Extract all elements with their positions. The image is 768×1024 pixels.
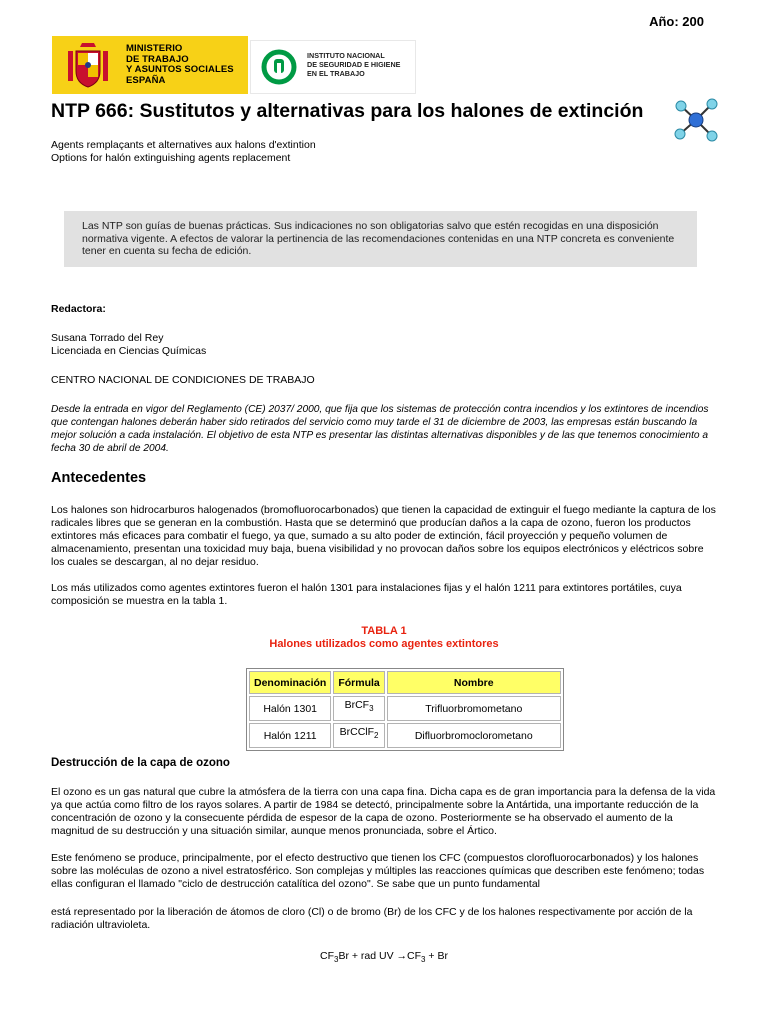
- insht-line-3: EN EL TRABAJO: [307, 69, 365, 78]
- eq-a: CF: [320, 950, 335, 962]
- ministry-line-3: Y ASUNTOS SOCIALES: [126, 64, 234, 75]
- subtitle-french: Agents remplaçants et alternatives aux halons d'extintion: [51, 139, 316, 151]
- formula-base: BrCF: [344, 699, 370, 711]
- author-heading: Redactora:: [51, 303, 106, 315]
- insht-line-1: INSTITUTO NACIONAL: [307, 51, 385, 60]
- insht-line-2: DE SEGURIDAD E HIGIENE: [307, 60, 401, 69]
- document-title: NTP 666: Sustitutos y alternativas para los halones de extinción: [51, 100, 644, 122]
- insht-mark-icon: [261, 49, 297, 85]
- reaction-equation: [0, 950, 768, 964]
- table-row: [249, 723, 561, 748]
- ntp-notice-box: Las NTP son guías de buenas prácticas. Sus indicaciones no son obligatorias salvo que estén recogidas en una disposición normativa vigente. A efectos de valorar la pertinencia de las recomendaciones contenidas en una NTP concreta es conveniente tener en cuenta su fecha de edición.: [64, 211, 697, 267]
- table-cell-denominacion: Halón 1301: [249, 696, 331, 721]
- author-center: CENTRO NACIONAL DE CONDICIONES DE TRABAJO: [51, 374, 315, 386]
- paragraph-antecedentes-1: Los halones son hidrocarburos halogenados (bromofluorocarbonados) que tienen la capacidad de extinguir el fuego mediante la captura de los radicales libres que se generan en la combustión. Hasta que se determinó que producían daños a la capa de ozono, fueron los productos extintores más eficaces para combatir el fuego, ya que, sumado a su alto poder de extinción, fácil proyección y pequeño volumen de almacenamiento, presentan una toxicidad muy baja, buena visibilidad y no provocan daños sobre los equipos electrónicos y eléctricos sobre los cuales se descargan, al no dejar residuo.: [51, 504, 716, 568]
- alternate-titles: [51, 139, 316, 165]
- formula-base: BrCClF: [339, 726, 375, 738]
- eq-a-sub: 3: [334, 955, 339, 965]
- year-label: Año: 200: [649, 14, 704, 29]
- formula-subscript: 2: [374, 731, 379, 741]
- table-header-nombre: Nombre: [387, 671, 561, 694]
- paragraph-ozono-2: Este fenómeno se produce, principalmente, por el efecto destructivo que tienen los CFC (compuestos clorofluorocarbonados) y los halones sobre las moléculas de ozono a nivel estratosférico. Son complejas y múltiples las reacciones químicas que describen este fenómeno; todas ellas configuran el llamado "ciclo de destrucción catalítica del ozono". Se sabe que un punto fundamental: [51, 852, 705, 890]
- paragraph-ozono-3: está representado por la liberación de átomos de cloro (Cl) o de bromo (Br) de los CFC y de los halones respectivamente por acción de la radiación ultravioleta.: [51, 906, 693, 931]
- formula-subscript: 3: [369, 704, 374, 714]
- heading-antecedentes: Antecedentes: [51, 470, 147, 486]
- ministry-line-4: ESPAÑA: [126, 74, 166, 86]
- table-subcaption: Halones utilizados como agentes extintores: [269, 638, 499, 650]
- table-cell-nombre: Trifluorbromometano: [387, 696, 561, 721]
- ministry-logo: [52, 36, 248, 94]
- table-header-row: [249, 671, 561, 694]
- heading-ozono: Destrucción de la capa de ozono: [51, 757, 230, 769]
- author-role: Licenciada en Ciencias Químicas: [51, 345, 207, 357]
- eq-c-sub: 3: [421, 955, 426, 965]
- abstract: Desde la entrada en vigor del Reglamento (CE) 2037/ 2000, que fija que los sistemas de protección contra incendios y los extintores de incendios que contengan halones deberán haber sido retirados del servicio como muy tarde el 31 de diciembre de 2003, las empresas están buscando la mejor solución a cada instalación. El objetivo de esta NTP es presentar las distintas alternativas disponibles y de las que tenemos conocimiento a fecha 30 de abril de 2004.: [51, 404, 709, 454]
- table-cell-formula: [333, 723, 384, 748]
- table-cell-formula: [333, 696, 384, 721]
- molecule-icon: [672, 96, 720, 144]
- table-header-formula: Fórmula: [333, 671, 384, 694]
- table-caption: TABLA 1: [361, 625, 407, 637]
- table-cell-denominacion: Halón 1211: [249, 723, 331, 748]
- eq-b: Br + rad UV: [338, 950, 397, 962]
- insht-logo: [250, 40, 416, 94]
- eq-c: CF: [407, 950, 422, 962]
- paragraph-antecedentes-2: Los más utilizados como agentes extintores fueron el halón 1301 para instalaciones fijas y el halón 1211 para extintores portátiles, cuya composición se muestra en la tabla 1.: [51, 582, 682, 607]
- ministry-line-2: DE TRABAJO: [126, 53, 189, 65]
- eq-d: + Br: [425, 950, 448, 962]
- ministry-line-1: MINISTERIO: [126, 43, 183, 54]
- paragraph-ozono-1: El ozono es un gas natural que cubre la atmósfera de la tierra con una capa fina. Dicha capa es de gran importancia para la defensa de la vida ya que actúa como filtro de los rayos solares. A partir de 1984 se detectó, principalmente sobre la Antártida, una importante reducción de la concentración de ozono y la consecuente pérdida de espesor de la capa de ozono. Posteriormente se ha observado el aumento de la magnitud de su destrucción y una situación similar, aunque menos pronunciada, sobre el Ártico.: [51, 786, 716, 837]
- table-cell-nombre: Difluorbromoclorometano: [387, 723, 561, 748]
- arrow-icon: →: [396, 950, 408, 962]
- table-header-denominacion: Denominación: [249, 671, 331, 694]
- author-name: Susana Torrado del Rey: [51, 332, 164, 344]
- subtitle-english: Options for halón extinguishing agents replacement: [51, 152, 291, 164]
- table-row: [249, 696, 561, 721]
- spain-coat-of-arms-icon: [66, 41, 110, 89]
- halons-table: [246, 668, 564, 751]
